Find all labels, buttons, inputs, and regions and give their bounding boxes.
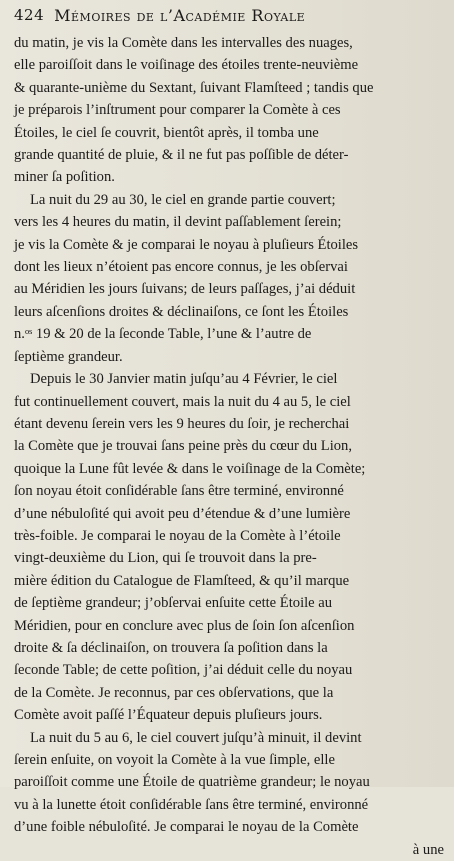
- text-line: au Méridien les jours ſuivans; de leurs paſſages, j’ai déduit: [14, 281, 356, 298]
- text-line: Étoiles, le ciel ſe couvrit, bientôt après, il tomba une: [14, 124, 319, 141]
- text-line: très-foible. Je comparai le noyau de la Comète à l’étoile: [14, 527, 341, 544]
- page-number: 424: [14, 6, 45, 24]
- text-line: ſon noyau étoit conſidérable ſans être terminé, environné: [14, 483, 344, 500]
- text-line: miner ſa poſition.: [14, 169, 115, 186]
- text-line: d’une foible nébuloſité. Je comparai le noyau de la Comète: [14, 819, 359, 836]
- text-line: ſerein enſuite, on voyoit la Comète à la vue ſimple, elle: [14, 752, 335, 768]
- running-title: Mémoires de l’Académie Royale: [54, 6, 306, 25]
- text-line: la Comète que je trouvai ſans peine près du cœur du Lion,: [14, 438, 352, 455]
- running-header: [14, 6, 446, 25]
- text-line: La nuit du 29 au 30, le ciel en grande partie couvert;: [30, 191, 336, 208]
- paragraph-3: [14, 368, 444, 727]
- text-line: Depuis le 30 Janvier matin juſqu’au 4 Février, le ciel: [30, 371, 338, 388]
- text-line: vingt-deuxième du Lion, qui ſe trouvoit dans la pre-: [14, 550, 317, 567]
- text-line: vers les 4 heures du matin, il devint paſſablement ſerein;: [14, 214, 342, 231]
- text-line: Comète avoit paſſé l’Équateur depuis pluſieurs jours.: [14, 707, 323, 724]
- paragraph-2: [14, 189, 444, 368]
- text-line: paroiſſoit comme une Étoile de quatrième grandeur; le noyau: [14, 774, 370, 791]
- text-line: elle paroiſſoit dans le voiſinage des étoiles trente-neuvième: [14, 57, 359, 74]
- text-line: étant devenu ſerein vers les 9 heures du ſoir, je recherchai: [14, 415, 350, 432]
- text-line: d’une nébuloſité qui avoit peu d’étendue & d’une lumière: [14, 505, 351, 522]
- text-line: vu à la lunette étoit conſidérable ſans être terminé, environné: [14, 796, 369, 813]
- text-line: je préparois l’inſtrument pour comparer la Comète à ces: [14, 102, 341, 119]
- text-line: de la Comète. Je reconnus, par ces obſervations, que la: [14, 684, 334, 701]
- text-line: & quarante-unième du Sextant, ſuivant Flamſteed ; tandis que: [14, 79, 374, 96]
- text-line: leurs aſcenſions droites & déclinaiſons, ce ſont les Étoiles: [14, 303, 349, 320]
- paragraph-1: [14, 32, 444, 189]
- text-line: droite & ſa déclinaiſon, on trouvera ſa poſition dans la: [14, 639, 328, 656]
- text-line: fut continuellement couvert, mais la nuit du 4 au 5, le ciel: [14, 393, 351, 410]
- text-line: ſeptième grandeur.: [14, 348, 123, 365]
- text-line: n.ᵒˢ 19 & 20 de la ſeconde Table, l’une & l’autre de: [14, 326, 312, 343]
- page-body: [14, 32, 444, 861]
- text-line: mière édition du Catalogue de Flamſteed, & qu’il marque: [14, 572, 350, 589]
- text-line: ſeconde Table; de cette poſition, j’ai déduit celle du noyau: [14, 662, 353, 679]
- catchword: à une: [412, 841, 444, 858]
- text-line: grande quantité de pluie, & il ne fut pas poſſible de déter-: [14, 147, 349, 164]
- text-line: Méridien, pour en conclure avec plus de ſoin ſon aſcenſion: [14, 617, 355, 634]
- text-line: du matin, je vis la Comète dans les intervalles des nuages,: [14, 35, 353, 51]
- text-line: dont les lieux n’étoient pas encore connus, je les obſervai: [14, 259, 348, 276]
- text-line: je vis la Comète & je comparai le noyau à pluſieurs Étoiles: [14, 236, 359, 253]
- text-line: La nuit du 5 au 6, le ciel couvert juſqu’à minuit, il devint: [30, 729, 362, 746]
- paragraph-4: [14, 727, 444, 861]
- text-line: de ſeptième grandeur; j’obſervai enſuite cette Étoile au: [14, 595, 333, 612]
- text-line: quoique la Lune fût levée & dans le voiſinage de la Comète;: [14, 460, 366, 477]
